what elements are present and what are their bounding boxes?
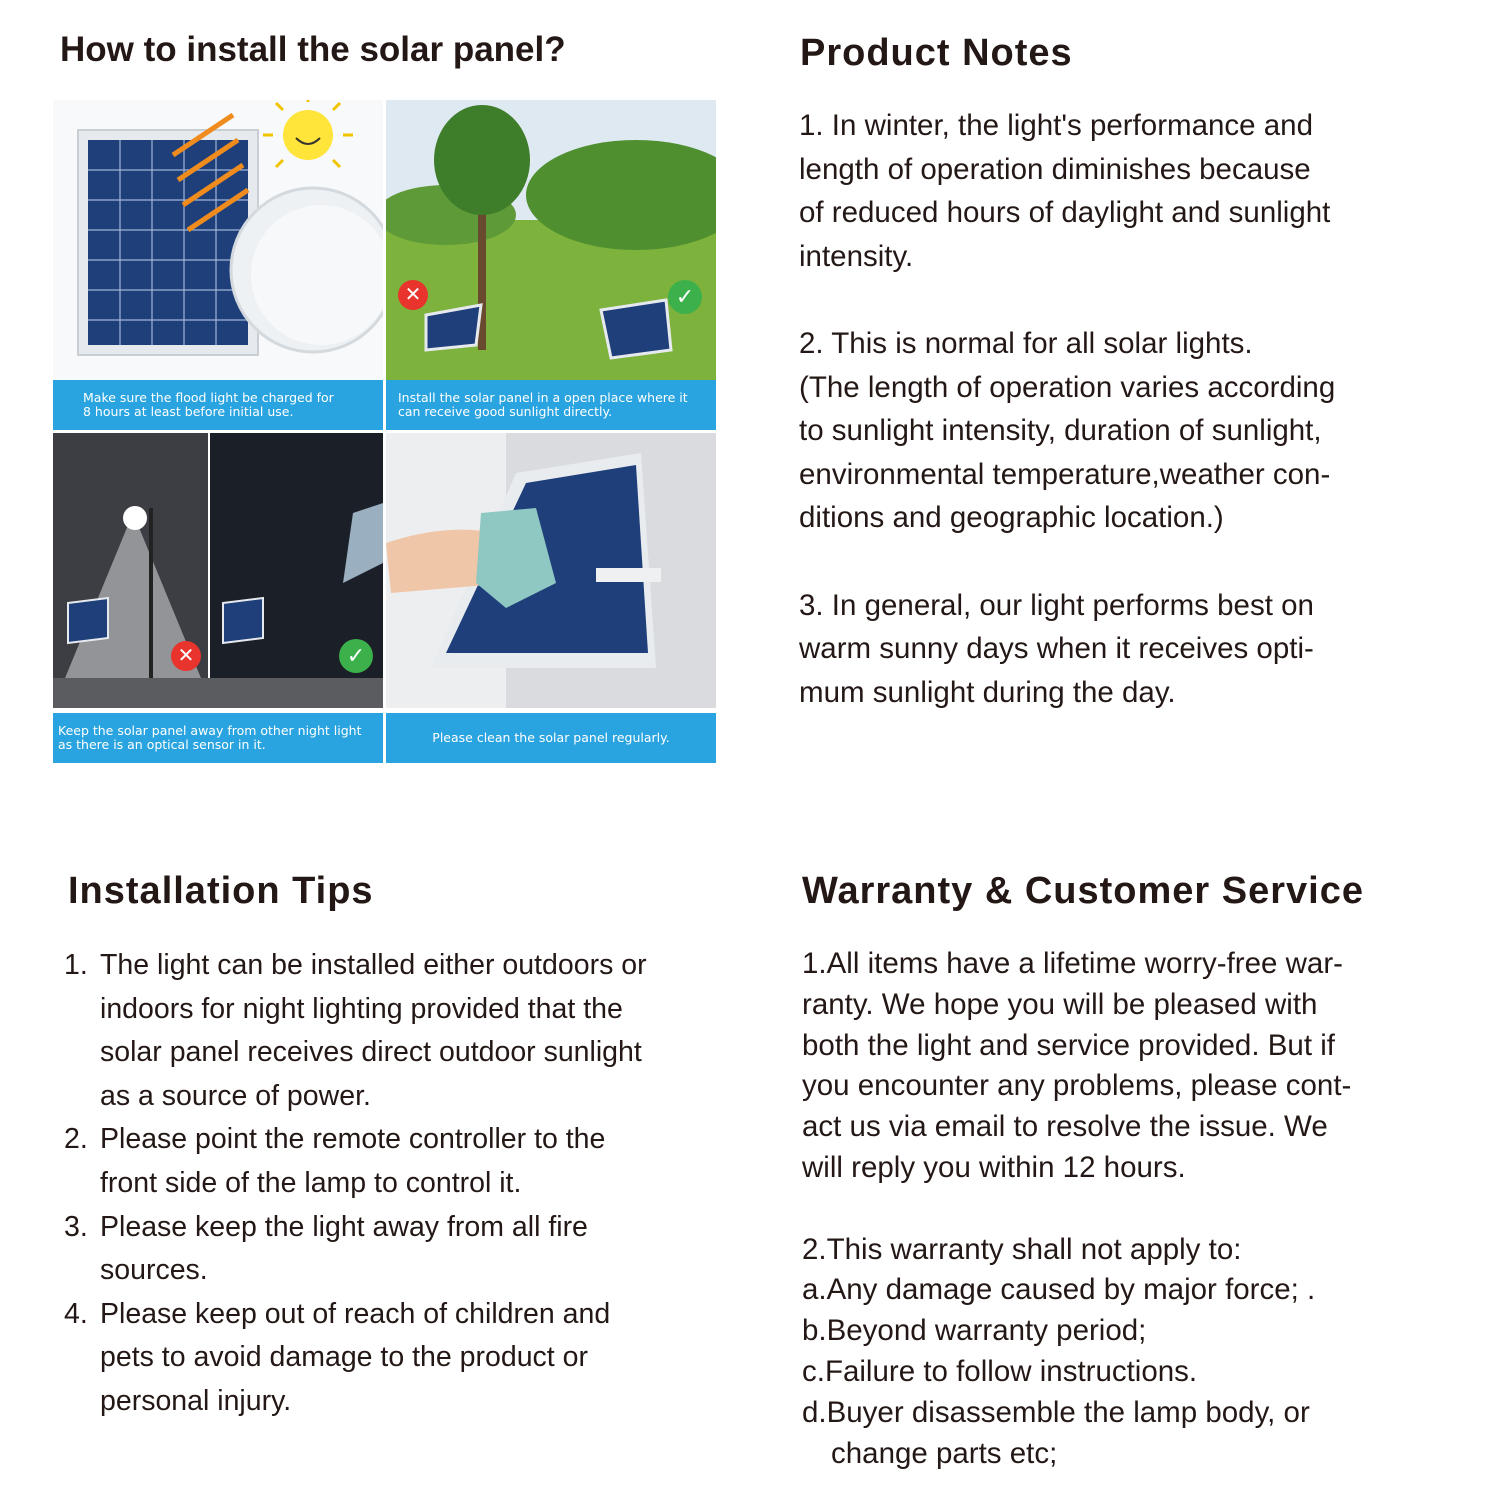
list-item [64, 944, 744, 1118]
warranty-exclusion-item: b.Beyond warranty period; [802, 1314, 1147, 1348]
list-number: 2. [64, 1123, 88, 1156]
wrong-badge-icon: ✕ [398, 280, 428, 310]
installation-tips-list [64, 944, 744, 1424]
cleaning-panel-illustration [386, 433, 716, 708]
warranty-body [802, 944, 1462, 1474]
panel-night-light [53, 433, 383, 763]
list-number: 3. [64, 1210, 88, 1243]
install-guide-title: How to install the solar panel? [60, 30, 566, 69]
night-scene-illustration [53, 433, 383, 708]
list-text: Please point the remote controller to the front side of the lamp to control it. [100, 1123, 606, 1199]
list-text: The light can be installed either outdoors or indoors for night lighting provided that the solar panel receives direct outdoor sunlight as a source of power. [100, 949, 647, 1112]
caption-charge: Make sure the flood light be charged for 8 hours at least before initial use. [53, 380, 383, 430]
note-paragraph: 1. In winter, the light's performance and length of operation diminishes because of reduced hours of daylight and sunlight intensity. [799, 109, 1331, 273]
right-badge-icon: ✓ [339, 639, 373, 673]
solar-panel-sun-illustration [53, 100, 383, 380]
product-notes-body [799, 104, 1479, 758]
caption-open-place: Install the solar panel in a open place where it can receive good sunlight directly. [386, 380, 716, 430]
caption-night-light: Keep the solar panel away from other night light as there is an optical sensor in it. [53, 713, 383, 763]
list-item [64, 1206, 744, 1293]
warranty-title: Warranty & Customer Service [802, 870, 1365, 912]
warranty-exclusion-item: c.Failure to follow instructions. [802, 1354, 1198, 1388]
caption-clean: Please clean the solar panel regularly. [386, 713, 716, 763]
list-number: 4. [64, 1297, 88, 1330]
tree-shade-illustration [386, 100, 716, 380]
warranty-exclusion-item: a.Any damage caused by major force; . [802, 1273, 1316, 1307]
note-paragraph: 3. In general, our light performs best on warm sunny days when it receives opti- mum sunlight during the day. [799, 588, 1314, 709]
list-item [64, 1293, 744, 1424]
list-number: 1. [64, 949, 88, 981]
panel-open-place [386, 100, 716, 430]
wrong-badge-icon: ✕ [171, 641, 201, 671]
right-badge-icon: ✓ [668, 280, 702, 314]
panel-clean [386, 433, 716, 763]
warranty-exclusion-item: d.Buyer disassemble the lamp body, or change parts etc; [802, 1395, 1310, 1470]
note-paragraph: 2. This is normal for all solar lights. (The length of operation varies according to sunlight intensity, duration of sunlight, environmental temperature,weather con- ditions and geographic location.) [799, 326, 1336, 535]
list-text: Please keep the light away from all fire sources. [100, 1210, 588, 1287]
warranty-exclusions-title: 2.This warranty shall not apply to: [802, 1232, 1242, 1266]
list-text: Please keep out of reach of children and pets to avoid damage to the product or personal injury. [100, 1297, 611, 1417]
installation-tips-title: Installation Tips [68, 870, 374, 912]
warranty-intro: 1.All items have a lifetime worry-free war- ranty. We hope you will be pleased with both the light and service provided. But if you encounter any problems, please cont- act us via email to resolve the issue. We will reply you within 12 hours. [802, 947, 1352, 1184]
product-notes-title: Product Notes [800, 32, 1073, 74]
list-item [64, 1118, 744, 1205]
panel-charge [53, 100, 383, 430]
